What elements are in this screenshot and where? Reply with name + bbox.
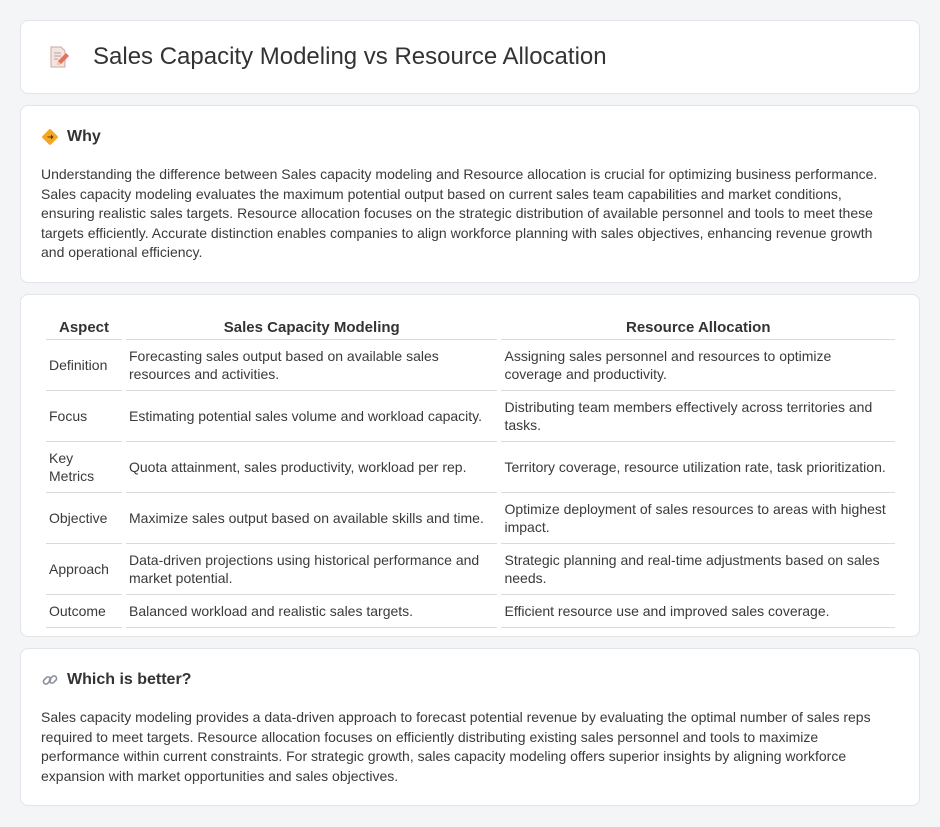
better-title: Which is better? (67, 671, 192, 688)
better-text: Sales capacity modeling provides a data-driven approach to forecast potential revenue by evaluating the optimal number of sales reps required to meet targets. Resource allocation focuses on efficiently distributing existing sales personnel and tools to maximize performance within current constraints. For strategic growth, sales capacity modeling offers superior insights by aligning workforce expansion with market opportunities and sales objectives. (41, 709, 871, 784)
title-card (20, 20, 920, 94)
table-cell: Forecasting sales output based on available sales resources and activities. (126, 340, 497, 391)
table-cell: Assigning sales personnel and resources to optimize coverage and productivity. (501, 340, 895, 391)
table-row (46, 595, 895, 628)
table-cell: Balanced workload and realistic sales targets. (126, 595, 497, 628)
table-cell: Data-driven projections using historical performance and market potential. (126, 544, 497, 595)
comparison-card (20, 294, 920, 637)
why-title: Why (67, 128, 101, 145)
document-pencil-icon (45, 44, 71, 70)
page-title: Sales Capacity Modeling vs Resource Allocation (93, 43, 607, 70)
better-header (41, 671, 899, 689)
table-cell: Strategic planning and real-time adjustments based on sales needs. (501, 544, 895, 595)
diamond-sign-icon (41, 128, 59, 146)
table-row (46, 391, 895, 442)
table-cell: Estimating potential sales volume and workload capacity. (126, 391, 497, 442)
table-cell: Territory coverage, resource utilization rate, task prioritization. (501, 442, 895, 493)
why-section (20, 105, 920, 283)
table-cell: Distributing team members effectively across territories and tasks. (501, 391, 895, 442)
comparison-table (42, 315, 899, 628)
table-row (46, 442, 895, 493)
table-cell: Efficient resource use and improved sales coverage. (501, 595, 895, 628)
link-icon (41, 671, 59, 689)
why-header (41, 128, 899, 146)
aspect-cell: Outcome (46, 595, 122, 628)
table-cell: Maximize sales output based on available skills and time. (126, 493, 497, 544)
table-row (46, 340, 895, 391)
table-cell: Optimize deployment of sales resources to areas with highest impact. (501, 493, 895, 544)
aspect-cell: Objective (46, 493, 122, 544)
table-row (46, 544, 895, 595)
aspect-cell: Definition (46, 340, 122, 391)
header-aspect: Aspect (46, 315, 122, 340)
header-sales-capacity-modeling: Sales Capacity Modeling (126, 315, 497, 340)
table-header-row (46, 315, 895, 340)
aspect-cell: Key Metrics (46, 442, 122, 493)
aspect-cell: Approach (46, 544, 122, 595)
why-text: Understanding the difference between Sales capacity modeling and Resource allocation is crucial for optimizing business performance. Sales capacity modeling evaluates the maximum potential output based on current sales team capabilities and market conditions, ensuring realistic sales targets. Resource allocation focuses on the strategic distribution of available personnel and tools to meet these targets efficiently. Accurate distinction enables companies to align workforce planning with sales objectives, enhancing revenue growth and operational efficiency. (41, 166, 878, 261)
aspect-cell: Focus (46, 391, 122, 442)
table-cell: Quota attainment, sales productivity, workload per rep. (126, 442, 497, 493)
table-row (46, 493, 895, 544)
which-is-better-section (20, 648, 920, 806)
header-resource-allocation: Resource Allocation (501, 315, 895, 340)
